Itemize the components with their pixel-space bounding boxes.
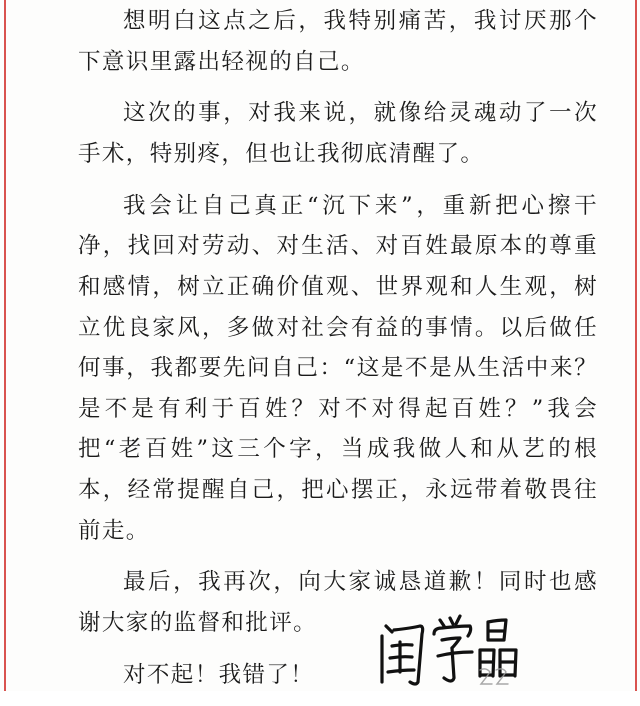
paragraph-5: 对不起！我错了！ xyxy=(123,661,315,688)
left-red-border xyxy=(4,0,6,691)
letter-body xyxy=(78,0,598,706)
paragraph-2: 这次的事，对我来说，就像给灵魂动了一次手术，特别疼，但也让我彻底清醒了。 xyxy=(78,100,598,167)
corner-watermark xyxy=(476,664,516,688)
right-red-border xyxy=(635,0,637,691)
paragraph-1: 想明白这点之后，我特别痛苦，我讨厌那个下意识里露出轻视的自己。 xyxy=(78,8,598,75)
paragraph-3: 我会让自己真正“沉下来”，重新把心擦干净，找回对劳动、对生活、对百姓最原本的尊重和感情，树立正确价值观、世界观和人生观，树立优良家风，多做对社会有益的事情。以后做任何事，我都要先问自己：“这是不是从生活中来？是不是有利于百姓？对不对得起百姓？”我会把“老百姓”这三个字，当成我做人和从艺的根本，经常提醒自己，把心摆正，永远带着敬畏往前走。 xyxy=(78,192,598,544)
paragraph-4: 最后，我再次，向大家诚恳道歉！同时也感谢大家的监督和批评。 xyxy=(78,569,598,636)
